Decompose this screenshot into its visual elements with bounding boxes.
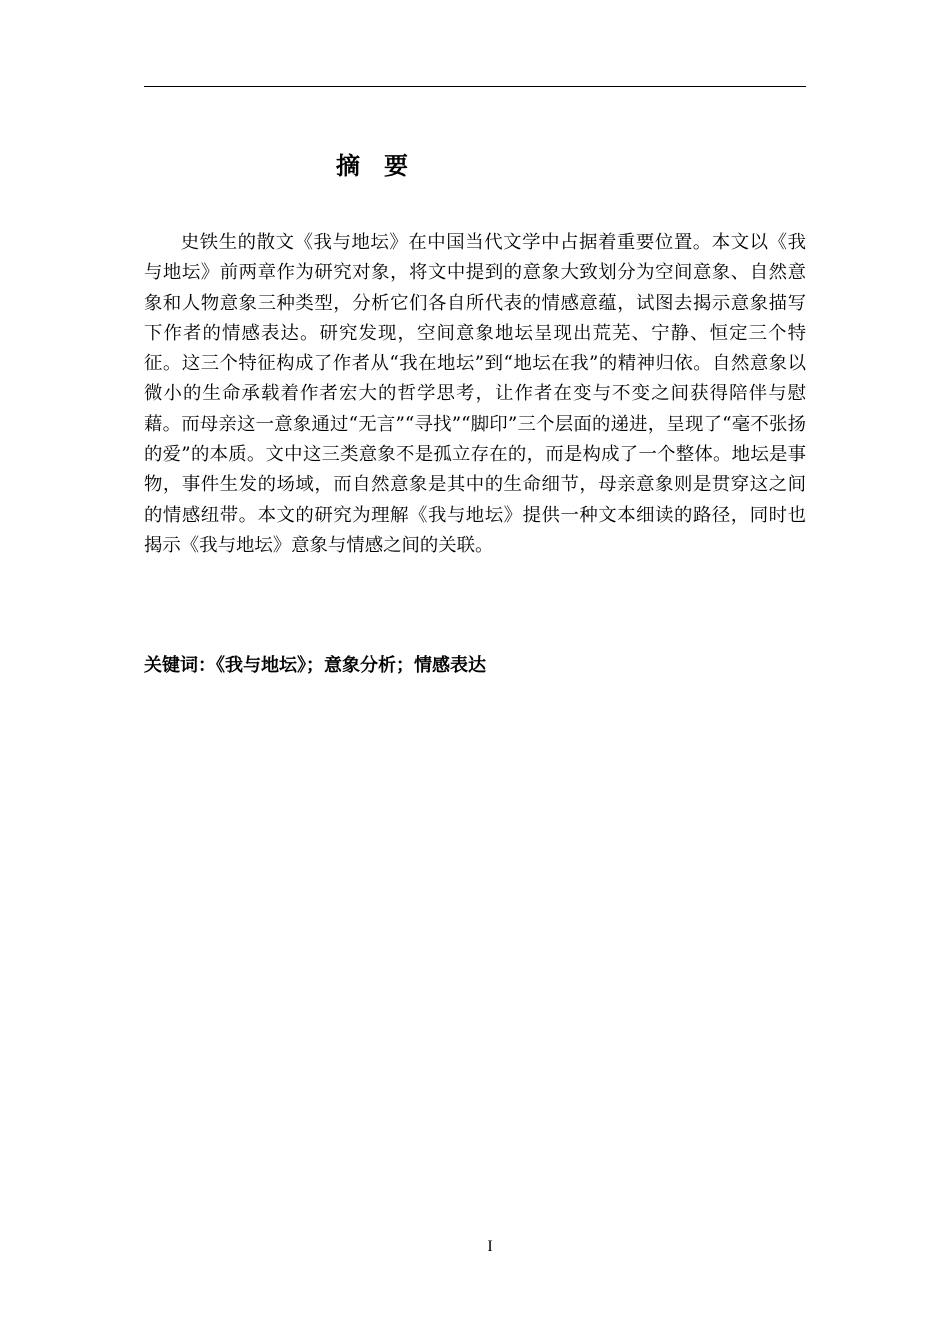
keywords-items: 《我与地坛》；意象分析；情感表达 <box>216 655 486 676</box>
keywords-label: 关键词： <box>144 655 216 676</box>
page-number: I <box>487 1238 493 1255</box>
keywords-line <box>144 651 806 681</box>
header-rule <box>144 86 806 87</box>
abstract-title: 摘要 <box>336 152 432 180</box>
abstract-body: 史铁生的散文《我与地坛》在中国当代文学中占据着重要位置。本文以《我与地坛》前两章作为研究对象，将文中提到的意象大致划分为空间意象、自然意象和人物意象三种类型，分析它们各自所代表的情感意蕴，试图去揭示意象描写下作者的情感表达。研究发现，空间意象地坛呈现出荒芜、宁静、恒定三个特征。这三个特征构成了作者从“我在地坛”到“地坛在我”的精神归依。自然意象以微小的生命承载着作者宏大的哲学思考，让作者在变与不变之间获得陪伴与慰藉。而母亲这一意象通过“无言”“寻找”“脚印”三个层面的递进，呈现了“毫不张扬的爱”的本质。文中这三类意象不是孤立存在的，而是构成了一个整体。地坛是事物，事件生发的场域，而自然意象是其中的生命细节，母亲意象则是贯穿这之间的情感纽带。本文的研究为理解《我与地坛》提供一种文本细读的路径，同时也揭示《我与地坛》意象与情感之间的关联。 <box>144 232 806 556</box>
